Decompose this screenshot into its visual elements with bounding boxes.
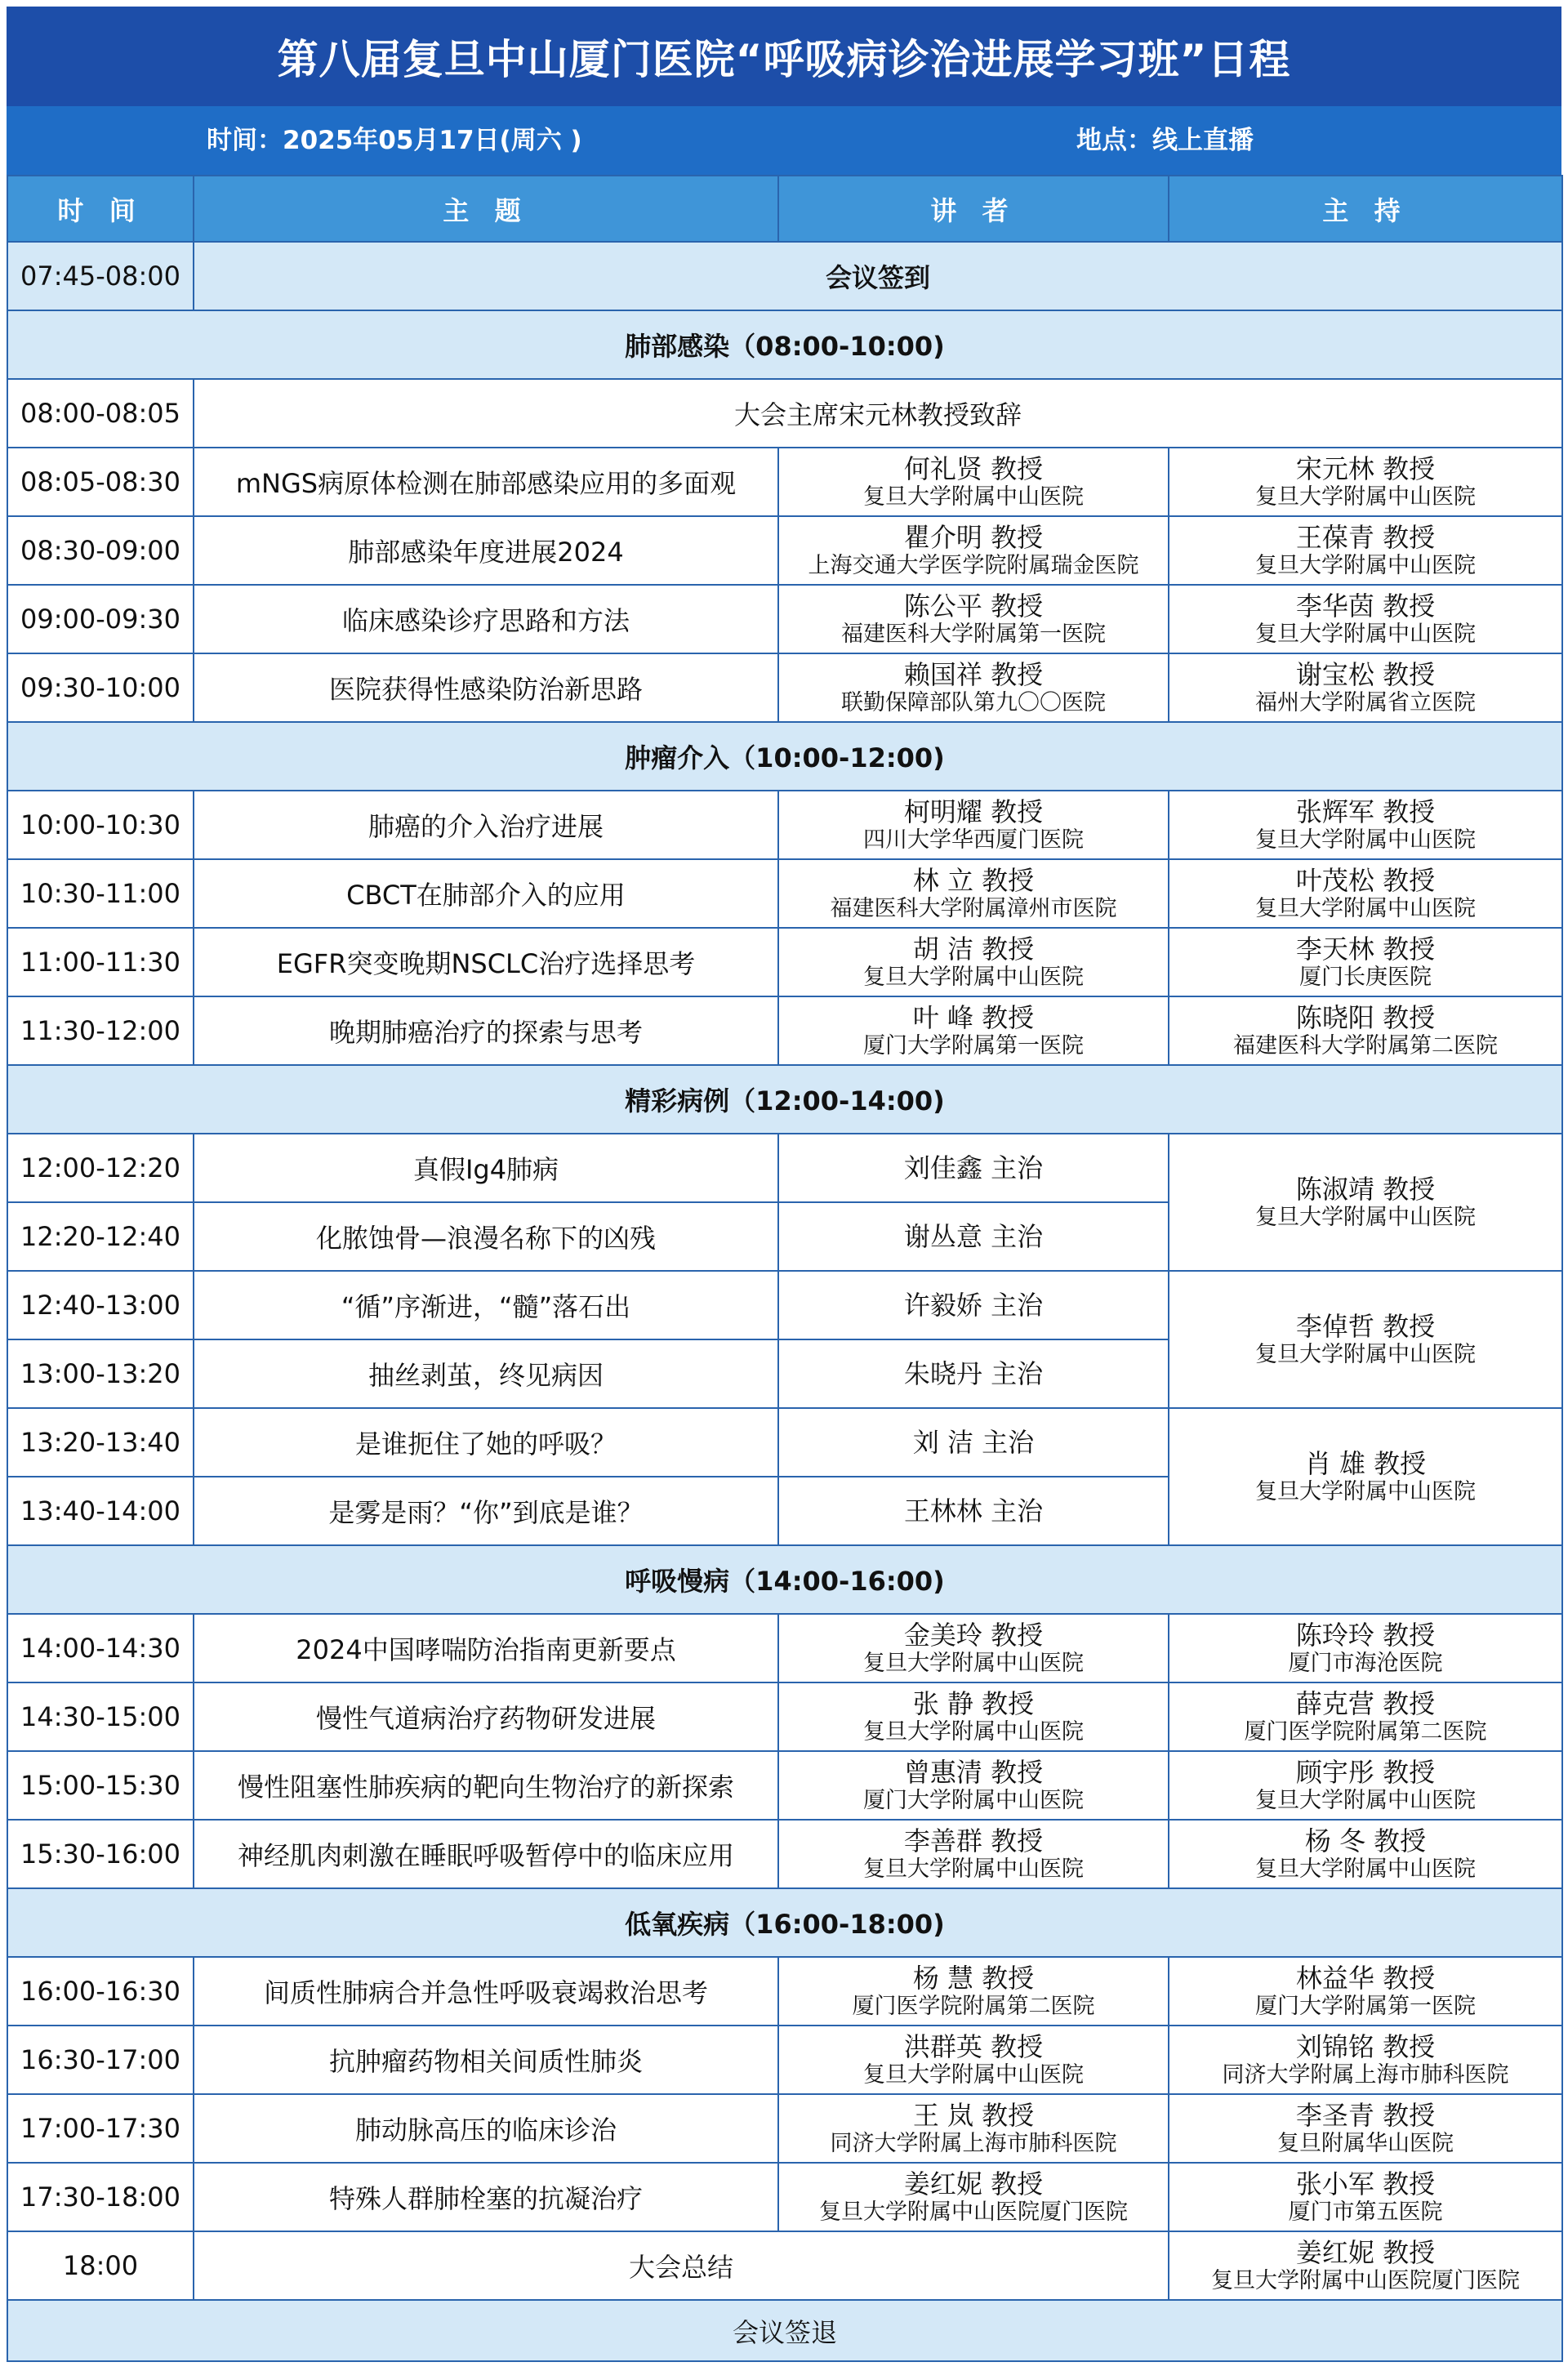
host-cell xyxy=(1169,1271,1562,1408)
time-cell: 08:05-08:30 xyxy=(7,448,194,516)
host-block xyxy=(1169,2237,1561,2295)
time-cell: 17:30-18:00 xyxy=(7,2163,194,2231)
host-block xyxy=(1169,1963,1561,2021)
topic-cell: 临床感染诊疗思路和方法 xyxy=(194,585,778,653)
host-cell xyxy=(1169,1614,1562,1682)
host-institution: 复旦大学附属中山医院 xyxy=(1255,553,1476,578)
time-cell: 14:00-14:30 xyxy=(7,1614,194,1682)
section-row xyxy=(7,1888,1562,1957)
speaker-cell xyxy=(778,585,1169,653)
page-title: 第八届复旦中山厦门医院“呼吸病诊治进展学习班”日程 xyxy=(7,7,1561,106)
speaker-name: 胡 洁 教授 xyxy=(912,933,1035,965)
speaker-cell xyxy=(778,1957,1169,2026)
host-cell xyxy=(1169,2163,1562,2231)
host-block xyxy=(1169,453,1561,511)
time-cell: 09:00-09:30 xyxy=(7,585,194,653)
topic-cell: 慢性阻塞性肺疾病的靶向生物治疗的新探索 xyxy=(194,1751,778,1820)
speaker-cell xyxy=(778,996,1169,1065)
time-cell: 08:30-09:00 xyxy=(7,516,194,585)
speaker-institution: 复旦大学附属中山医院 xyxy=(863,965,1084,990)
host-institution: 复旦大学附属中山医院厦门医院 xyxy=(1211,2268,1520,2293)
time-cell: 11:00-11:30 xyxy=(7,928,194,996)
topic-cell: 是雾是雨？“你”到底是谁？ xyxy=(194,1477,778,1545)
host-block xyxy=(1169,1825,1561,1883)
speaker-name: 陈公平 教授 xyxy=(903,590,1044,622)
time-cell: 13:20-13:40 xyxy=(7,1408,194,1477)
host-institution: 厦门大学附属第一医院 xyxy=(1255,1994,1476,2019)
host-cell xyxy=(1169,1408,1562,1545)
footer-row xyxy=(7,2300,1562,2361)
speaker-institution: 厦门医学院附属第二医院 xyxy=(852,1994,1095,2019)
schedule-row xyxy=(7,1408,1562,1477)
summary-cell: 大会总结 xyxy=(194,2231,1169,2300)
speaker-cell xyxy=(778,1134,1169,1202)
schedule-row xyxy=(7,1614,1562,1682)
info-bar xyxy=(7,106,1561,175)
topic-cell: 化脓蚀骨—浪漫名称下的凶残 xyxy=(194,1202,778,1271)
host-cell xyxy=(1169,928,1562,996)
schedule-row xyxy=(7,2163,1562,2231)
event-location: 地点：线上直播 xyxy=(1076,126,1254,155)
speaker-block xyxy=(779,2031,1168,2089)
host-cell xyxy=(1169,2231,1562,2300)
topic-cell: 肺癌的介入治疗进展 xyxy=(194,791,778,859)
speaker-block xyxy=(779,2168,1168,2226)
host-name: 杨 冬 教授 xyxy=(1304,1825,1427,1856)
speaker-block xyxy=(779,1688,1168,1746)
host-institution: 厦门医学院附属第二医院 xyxy=(1244,1719,1487,1745)
time-cell: 13:00-13:20 xyxy=(7,1339,194,1408)
speaker-institution: 福建医科大学附属漳州市医院 xyxy=(830,896,1117,921)
header-host: 主 持 xyxy=(1169,176,1562,242)
host-institution: 复旦大学附属中山医院 xyxy=(1255,484,1476,510)
host-block xyxy=(1169,934,1561,992)
host-institution: 复旦大学附属中山医院 xyxy=(1255,1788,1476,1813)
host-name: 姜红妮 教授 xyxy=(1295,2236,1436,2268)
speaker-name: 刘 洁 主治 xyxy=(912,1426,1035,1458)
host-block xyxy=(1169,796,1561,854)
speaker-cell xyxy=(778,928,1169,996)
time-cell: 10:30-11:00 xyxy=(7,859,194,928)
host-cell xyxy=(1169,1751,1562,1820)
host-name: 张辉军 教授 xyxy=(1295,796,1436,827)
schedule-table xyxy=(7,175,1563,2362)
host-name: 陈玲玲 教授 xyxy=(1295,1619,1436,1651)
topic-cell: EGFR突变晚期NSCLC治疗选择思考 xyxy=(194,928,778,996)
host-cell xyxy=(1169,996,1562,1065)
topic-cell: 抗肿瘤药物相关间质性肺炎 xyxy=(194,2026,778,2094)
schedule-body xyxy=(7,242,1562,2361)
schedule-row xyxy=(7,1820,1562,1888)
host-cell xyxy=(1169,2026,1562,2094)
host-name: 刘锦铭 教授 xyxy=(1295,2030,1436,2062)
speaker-name: 叶 峰 教授 xyxy=(912,1001,1035,1033)
host-institution: 复旦大学附属中山医院 xyxy=(1255,1479,1476,1504)
speaker-cell xyxy=(778,859,1169,928)
speaker-name: 王 岚 教授 xyxy=(912,2099,1035,2131)
time-cell: 12:20-12:40 xyxy=(7,1202,194,1271)
speaker-institution: 复旦大学附属中山医院 xyxy=(863,1856,1084,1882)
section-row xyxy=(7,722,1562,791)
host-institution: 复旦大学附属中山医院 xyxy=(1255,1205,1476,1230)
event-cell: 会议签到 xyxy=(194,242,1562,310)
topic-cell: mNGS病原体检测在肺部感染应用的多面观 xyxy=(194,448,778,516)
schedule-row xyxy=(7,448,1562,516)
topic-cell: 晚期肺癌治疗的探索与思考 xyxy=(194,996,778,1065)
host-institution: 复旦大学附属中山医院 xyxy=(1255,622,1476,647)
speaker-name: 朱晓丹 主治 xyxy=(903,1357,1044,1389)
host-institution: 厦门市第五医院 xyxy=(1288,2199,1443,2225)
host-name: 王葆青 教授 xyxy=(1295,521,1436,553)
event-date: 时间：2025年05月17日(周六 ) xyxy=(207,126,582,155)
speaker-name: 林 立 教授 xyxy=(912,864,1035,896)
schedule-row xyxy=(7,1271,1562,1339)
speaker-block xyxy=(779,934,1168,992)
speaker-cell xyxy=(778,2026,1169,2094)
time-cell: 18:00 xyxy=(7,2231,194,2300)
topic-cell: 医院获得性感染防治新思路 xyxy=(194,653,778,722)
speaker-institution: 联勤保障部队第九〇〇医院 xyxy=(841,690,1106,715)
time-cell: 12:00-12:20 xyxy=(7,1134,194,1202)
section-title: 肺部感染（08:00-10:00) xyxy=(7,310,1562,379)
host-block xyxy=(1169,591,1561,648)
host-cell xyxy=(1169,791,1562,859)
time-cell: 07:45-08:00 xyxy=(7,242,194,310)
time-cell: 08:00-08:05 xyxy=(7,379,194,448)
speaker-cell xyxy=(778,2094,1169,2163)
host-name: 李华茵 教授 xyxy=(1295,590,1436,622)
section-row xyxy=(7,1065,1562,1134)
host-block xyxy=(1169,1620,1561,1678)
host-institution: 厦门市海沧医院 xyxy=(1288,1651,1443,1676)
host-name: 肖 雄 教授 xyxy=(1304,1447,1427,1479)
schedule-row xyxy=(7,242,1562,310)
header-speaker: 讲 者 xyxy=(778,176,1169,242)
speaker-cell xyxy=(778,1271,1169,1339)
schedule-row xyxy=(7,1134,1562,1202)
speaker-block xyxy=(779,865,1168,923)
speaker-name: 何礼贤 教授 xyxy=(903,452,1044,484)
speaker-institution: 复旦大学附属中山医院 xyxy=(863,2062,1084,2088)
section-title: 低氧疾病（16:00-18:00) xyxy=(7,1888,1562,1957)
speaker-cell xyxy=(778,791,1169,859)
speaker-name: 张 静 教授 xyxy=(912,1687,1035,1719)
speaker-institution: 厦门大学附属第一医院 xyxy=(863,1033,1084,1058)
speaker-block xyxy=(779,1221,1168,1252)
speaker-block xyxy=(779,1358,1168,1389)
speaker-name: 许毅娇 主治 xyxy=(903,1289,1044,1321)
speaker-institution: 复旦大学附属中山医院 xyxy=(863,1719,1084,1745)
speaker-name: 王林林 主治 xyxy=(903,1495,1044,1526)
header-time: 时 间 xyxy=(7,176,194,242)
host-cell xyxy=(1169,653,1562,722)
schedule-row xyxy=(7,2094,1562,2163)
schedule-row xyxy=(7,2026,1562,2094)
host-block xyxy=(1169,1174,1561,1232)
host-cell xyxy=(1169,585,1562,653)
event-cell: 大会主席宋元林教授致辞 xyxy=(194,379,1562,448)
topic-cell: 抽丝剥茧，终见病因 xyxy=(194,1339,778,1408)
speaker-block xyxy=(779,1757,1168,1815)
speaker-block xyxy=(779,1495,1168,1526)
host-institution: 同济大学附属上海市肺科医院 xyxy=(1222,2062,1509,2088)
speaker-cell xyxy=(778,1408,1169,1477)
speaker-cell xyxy=(778,516,1169,585)
host-name: 林益华 教授 xyxy=(1295,1962,1436,1994)
speaker-cell xyxy=(778,1614,1169,1682)
host-cell xyxy=(1169,1957,1562,2026)
speaker-block xyxy=(779,1825,1168,1883)
schedule-row xyxy=(7,1957,1562,2026)
speaker-institution: 厦门大学附属中山医院 xyxy=(863,1788,1084,1813)
speaker-cell xyxy=(778,1682,1169,1751)
topic-cell: 真假Ig4肺病 xyxy=(194,1134,778,1202)
schedule-row xyxy=(7,653,1562,722)
host-block xyxy=(1169,2100,1561,2158)
speaker-block xyxy=(779,1002,1168,1060)
speaker-institution: 福建医科大学附属第一医院 xyxy=(841,622,1106,647)
speaker-block xyxy=(779,1427,1168,1458)
host-name: 陈晓阳 教授 xyxy=(1295,1001,1436,1033)
section-title: 呼吸慢病（14:00-16:00) xyxy=(7,1545,1562,1614)
host-block xyxy=(1169,1448,1561,1506)
speaker-institution: 复旦大学附属中山医院 xyxy=(863,1651,1084,1676)
time-cell: 13:40-14:00 xyxy=(7,1477,194,1545)
host-cell xyxy=(1169,1134,1562,1271)
host-name: 薛克营 教授 xyxy=(1295,1687,1436,1719)
schedule-row xyxy=(7,585,1562,653)
time-cell: 11:30-12:00 xyxy=(7,996,194,1065)
host-name: 顾宇彤 教授 xyxy=(1295,1756,1436,1788)
host-block xyxy=(1169,1757,1561,1815)
speaker-name: 洪群英 教授 xyxy=(903,2030,1044,2062)
host-block xyxy=(1169,2168,1561,2226)
topic-cell: 特殊人群肺栓塞的抗凝治疗 xyxy=(194,2163,778,2231)
speaker-block xyxy=(779,1620,1168,1678)
host-institution: 复旦大学附属中山医院 xyxy=(1255,827,1476,853)
topic-cell: 间质性肺病合并急性呼吸衰竭救治思考 xyxy=(194,1957,778,2026)
speaker-institution: 复旦大学附属中山医院厦门医院 xyxy=(819,2199,1128,2225)
host-cell xyxy=(1169,516,1562,585)
speaker-name: 金美玲 教授 xyxy=(903,1619,1044,1651)
speaker-name: 曾惠清 教授 xyxy=(903,1756,1044,1788)
host-institution: 厦门长庚医院 xyxy=(1299,965,1432,990)
host-block xyxy=(1169,1002,1561,1060)
time-cell: 14:30-15:00 xyxy=(7,1682,194,1751)
header-topic: 主 题 xyxy=(194,176,778,242)
schedule-row xyxy=(7,1751,1562,1820)
speaker-name: 李善群 教授 xyxy=(903,1825,1044,1856)
table-header-row xyxy=(7,176,1562,242)
schedule-row xyxy=(7,791,1562,859)
section-title: 精彩病例（12:00-14:00) xyxy=(7,1065,1562,1134)
speaker-name: 柯明耀 教授 xyxy=(903,796,1044,827)
speaker-cell xyxy=(778,2163,1169,2231)
host-block xyxy=(1169,1688,1561,1746)
host-block xyxy=(1169,2031,1561,2089)
section-row xyxy=(7,310,1562,379)
schedule-row xyxy=(7,379,1562,448)
speaker-block xyxy=(779,522,1168,580)
speaker-name: 赖国祥 教授 xyxy=(903,658,1044,690)
host-cell xyxy=(1169,1682,1562,1751)
speaker-cell xyxy=(778,1202,1169,1271)
speaker-name: 谢丛意 主治 xyxy=(903,1220,1044,1252)
speaker-block xyxy=(779,796,1168,854)
host-name: 李天林 教授 xyxy=(1295,933,1436,965)
speaker-block xyxy=(779,1152,1168,1183)
schedule-row xyxy=(7,928,1562,996)
speaker-institution: 四川大学华西厦门医院 xyxy=(863,827,1084,853)
time-cell: 09:30-10:00 xyxy=(7,653,194,722)
speaker-block xyxy=(779,1290,1168,1321)
schedule-row xyxy=(7,516,1562,585)
host-name: 谢宝松 教授 xyxy=(1295,658,1436,690)
schedule-row xyxy=(7,1682,1562,1751)
schedule-row xyxy=(7,996,1562,1065)
speaker-block xyxy=(779,2100,1168,2158)
topic-cell: 肺动脉高压的临床诊治 xyxy=(194,2094,778,2163)
speaker-name: 姜红妮 教授 xyxy=(903,2168,1044,2199)
speaker-name: 瞿介明 教授 xyxy=(903,521,1044,553)
host-institution: 复旦大学附属中山医院 xyxy=(1255,1342,1476,1367)
host-block xyxy=(1169,522,1561,580)
host-block xyxy=(1169,659,1561,717)
topic-cell: “循”序渐进，“髓”落石出 xyxy=(194,1271,778,1339)
topic-cell: 慢性气道病治疗药物研发进展 xyxy=(194,1682,778,1751)
speaker-name: 杨 慧 教授 xyxy=(912,1962,1035,1994)
speaker-block xyxy=(779,591,1168,648)
host-block xyxy=(1169,865,1561,923)
speaker-block xyxy=(779,659,1168,717)
speaker-cell xyxy=(778,1751,1169,1820)
speaker-cell xyxy=(778,448,1169,516)
sign-out-cell: 会议签退 xyxy=(7,2300,1562,2361)
time-cell: 17:00-17:30 xyxy=(7,2094,194,2163)
time-cell: 16:00-16:30 xyxy=(7,1957,194,2026)
host-cell xyxy=(1169,448,1562,516)
topic-cell: CBCT在肺部介入的应用 xyxy=(194,859,778,928)
time-cell: 15:00-15:30 xyxy=(7,1751,194,1820)
schedule-row xyxy=(7,859,1562,928)
time-cell: 15:30-16:00 xyxy=(7,1820,194,1888)
time-cell: 16:30-17:00 xyxy=(7,2026,194,2094)
host-name: 叶茂松 教授 xyxy=(1295,864,1436,896)
speaker-cell xyxy=(778,1820,1169,1888)
host-institution: 福建医科大学附属第二医院 xyxy=(1233,1033,1498,1058)
topic-cell: 神经肌肉刺激在睡眠呼吸暂停中的临床应用 xyxy=(194,1820,778,1888)
topic-cell: 2024中国哮喘防治指南更新要点 xyxy=(194,1614,778,1682)
topic-cell: 肺部感染年度进展2024 xyxy=(194,516,778,585)
schedule-row xyxy=(7,2231,1562,2300)
time-cell: 10:00-10:30 xyxy=(7,791,194,859)
host-cell xyxy=(1169,2094,1562,2163)
host-name: 张小军 教授 xyxy=(1295,2168,1436,2199)
host-name: 宋元林 教授 xyxy=(1295,452,1436,484)
section-title: 肿瘤介入（10:00-12:00) xyxy=(7,722,1562,791)
speaker-institution: 同济大学附属上海市肺科医院 xyxy=(830,2131,1117,2156)
host-name: 李圣青 教授 xyxy=(1295,2099,1436,2131)
host-institution: 复旦大学附属中山医院 xyxy=(1255,1856,1476,1882)
host-institution: 复旦附属华山医院 xyxy=(1277,2131,1454,2156)
speaker-cell xyxy=(778,653,1169,722)
speaker-name: 刘佳鑫 主治 xyxy=(903,1152,1044,1183)
host-cell xyxy=(1169,1820,1562,1888)
speaker-block xyxy=(779,453,1168,511)
host-institution: 复旦大学附属中山医院 xyxy=(1255,896,1476,921)
speaker-institution: 复旦大学附属中山医院 xyxy=(863,484,1084,510)
speaker-institution: 上海交通大学医学院附属瑞金医院 xyxy=(808,553,1139,578)
speaker-cell xyxy=(778,1477,1169,1545)
host-name: 李倬哲 教授 xyxy=(1295,1310,1436,1342)
host-institution: 福州大学附属省立医院 xyxy=(1255,690,1476,715)
topic-cell: 是谁扼住了她的呼吸？ xyxy=(194,1408,778,1477)
host-block xyxy=(1169,1311,1561,1369)
time-cell: 12:40-13:00 xyxy=(7,1271,194,1339)
section-row xyxy=(7,1545,1562,1614)
speaker-block xyxy=(779,1963,1168,2021)
speaker-cell xyxy=(778,1339,1169,1408)
host-cell xyxy=(1169,859,1562,928)
host-name: 陈淑靖 教授 xyxy=(1295,1173,1436,1205)
